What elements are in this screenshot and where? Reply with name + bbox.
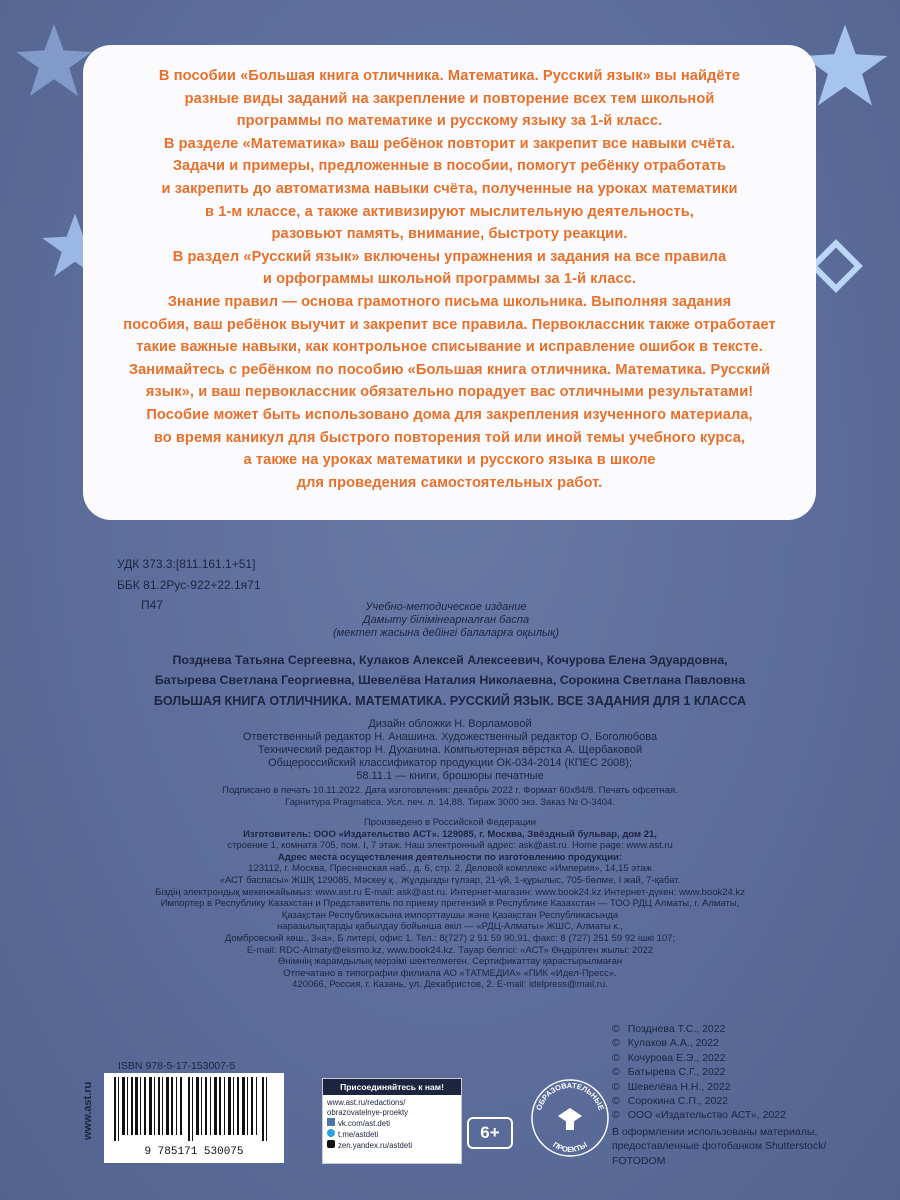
isbn: ISBN 978-5-17-153007-5 (118, 1060, 236, 1072)
publisher-line: наразылықтарды қабылдау бойынша өкіл — «РДЦ-Алматы» ЖШС, Алматы к., (277, 921, 623, 933)
copyright-text: Кочурова Е.Э., 2022 (627, 1051, 726, 1064)
copyright-row (612, 1051, 826, 1065)
publisher-line: Домбровский көш., 3«а», Б литері, офис 1. Тел.: 8(727) 2 51 59 90,91, факс: 8 (727) 251 59 92 ішкі 107; (224, 932, 676, 944)
publisher-info (0, 817, 900, 991)
copyright-row (612, 1108, 826, 1122)
description-paragraph: В раздел «Русский язык» включены упражнения и задания на все правила и орфограммы школьной программы за 1-й класс. (172, 248, 727, 288)
site-url-vertical: www.ast.ru (82, 1081, 94, 1140)
publisher-line: Қазақстан Республикасына импорттаушы және Қазақстан Республикасында (281, 909, 619, 921)
vk-icon (327, 1118, 335, 1126)
social-link-zen: zen.yandex.ru/astdeti (323, 1140, 461, 1151)
barcode-bars (104, 1073, 284, 1145)
publisher-line: Произведено в Российской Федерации (363, 817, 537, 828)
copyright-icon: © (612, 1051, 620, 1064)
copyright-row (612, 1094, 826, 1108)
copyright-icon: © (612, 1066, 620, 1079)
copyright-icon: © (612, 1095, 620, 1108)
authors-line: Позднева Татьяна Сергеевна, Кулаков Алексей Алексеевич, Кочурова Елена Эдуардовна, (172, 653, 728, 667)
publisher-line: Изготовитель: ООО «Издательство АСТ». 129085, г. Москва, Звёздный бульвар, дом 21, (243, 828, 657, 840)
copyright-icon: © (612, 1023, 620, 1035)
telegram-icon (327, 1129, 335, 1137)
print-info-line: Подписано в печать 10.11.2022. Дата изготовления: декабрь 2022 г. Формат 60х84/8. Печать офсетная. (222, 785, 678, 796)
edition-type-kz: Дамыту білімінеарналған баспа (362, 614, 530, 626)
copyright-text: Шевелёва Н.Н., 2022 (627, 1080, 731, 1093)
copyright-text: Батырева С.Г., 2022 (627, 1066, 726, 1079)
copyright-text: Позднева Т.С., 2022 (627, 1023, 726, 1035)
barcode (104, 1073, 284, 1163)
description-paragraph: В пособии «Большая книга отличника. Математика. Русский язык» вы найдёте разные виды заданий на закрепление и повторение всех тем школьной программы по математике и русскому языку за 1-й класс. (158, 68, 741, 130)
authors (0, 650, 900, 690)
age-rating-badge: 6+ (467, 1117, 513, 1149)
copyright-row (612, 1065, 826, 1079)
description-paragraph: Знание правил — основа грамотного письма школьника. Выполняя задания пособия, ваш ребёнок выучит и закрепит все правила. Первоклассник также отработает такие важные навыки, как контрольное списывание и исправление ошибок в тексте. (123, 293, 776, 356)
print-info-line: Гарнитура Pragmatica. Усл. печ. л. 14,88. Тираж 3000 экз. Заказ № О-3404. (284, 796, 616, 808)
description-card (83, 45, 816, 520)
copyright-icon: © (612, 1080, 620, 1093)
zen-icon (327, 1140, 335, 1148)
barcode-digits: 9 785171 530075 (144, 1146, 244, 1158)
publisher-line: «АСТ баспасы» ЖШҚ 129085, Мәскеу қ., Жұлдызды гүлзар, 21-үй, 1-құрылыс, 705-бөлме, I жай, 7-қабат. (219, 874, 681, 886)
publisher-line: Адрес места осуществления деятельности по изготовлению продукции: (277, 851, 623, 863)
copyright-icon: © (612, 1109, 620, 1122)
social-links-box (322, 1078, 462, 1164)
educational-projects-logo (528, 1076, 612, 1160)
copyright-text: Кулаков А.А., 2022 (627, 1037, 719, 1050)
publisher-line: строение 1, комната 705, пом. I, 7 этаж. Наш электронный адрес: ask@ast.ru. Home page: www.ast.ru (227, 840, 673, 852)
bbk-code: ББК 81.2Рус-922+22.1я71 (117, 578, 261, 592)
copyright-icon: © (612, 1037, 620, 1050)
book-title: БОЛЬШАЯ КНИГА ОТЛИЧНИКА. МАТЕМАТИКА. РУССКИЙ ЯЗЫК. ВСЕ ЗАДАНИЯ ДЛЯ 1 КЛАССА (153, 694, 747, 708)
credit-line: Дизайн обложки Н. Ворламовой (368, 718, 532, 730)
description-paragraph: Пособие может быть использовано дома для закрепления изученного материала, во время каникул для быстрого повторения той или иной темы учебного курса, а также на уроках математики и русского языка в школе для проведения самостоятельных работ. (146, 406, 753, 491)
svg-text:ПРОЕКТЫ: ПРОЕКТЫ (551, 1140, 589, 1155)
svg-text:ОБРАЗОВАТЕЛЬНЫЕ: ОБРАЗОВАТЕЛЬНЫЕ (534, 1080, 606, 1112)
social-link-telegram: t.me/astdeti (323, 1129, 461, 1140)
edition-type (0, 601, 896, 640)
credit-line: 58.11.1 — книги, брошюры печатные (356, 770, 544, 782)
authors-line: Батырева Светлана Георгиевна, Шевелёва Наталия Николаевна, Сорокина Светлана Павловна (154, 673, 746, 687)
publisher-line: Өнімнің жарамдылық мерзімі шектелмеген. Сертификаттау қарастырылмаған (277, 956, 623, 968)
copyright-text: Сорокина С.П., 2022 (627, 1095, 729, 1108)
copyright-list (612, 1022, 826, 1168)
credit-line: Ответственный редактор Н. Анашина. Художественный редактор О. Боголюбова (242, 731, 658, 743)
shutterstock-note: В оформлении использованы материалы, предоставленные фотобанком Shutterstock/ FOTODOM (612, 1125, 827, 1167)
publisher-line: Отпечатано в типографии филиала АО «ТАТМЕДИА» «ПИК «Идел-Пресс». (283, 967, 617, 979)
description-paragraph: В разделе «Математика» ваш ребёнок повторит и закрепит все навыки счёта. Задачи и примеры, предложенные в пособии, помогут ребёнку отработать и закрепить до автоматизма навыки счёта, полученные на уроках математики в 1-м классе, а также активизируют мыслительную деятельность, разовьют память, внимание, быстроту реакции. (161, 135, 738, 243)
social-link-vk: vk.com/ast.deti (323, 1118, 461, 1129)
credit-line: Общероссийский классификатор продукции ОК-034-2014 (КПЕС 2008); (267, 757, 633, 769)
author-sign: П47 (141, 598, 163, 612)
publisher-line: Біздің электрондық мекенжайымыз: www.ast.ru E-mail: ask@ast.ru. Интернет-магазин: www.book24.kz Интернет-дүкен: www.book24.kz (155, 886, 745, 898)
description-paragraph: Занимайтесь с ребёнком по пособию «Большая книга отличника. Математика. Русский язык», и ваш первоклассник обязательно порадует вас отличными результатами! (128, 361, 771, 401)
description-text (83, 65, 816, 494)
social-link[interactable]: www.ast.ru/redactions/ (327, 1098, 406, 1107)
social-link[interactable]: obrazovatelnye-proekty (327, 1108, 409, 1117)
edition-type-ru: Учебно-методическое издание (365, 601, 527, 613)
publisher-line: Импортер в Республику Казахстан и Представитель по приему претензий в Республике Казахстан — ТОО РДЦ Алматы, г. Алматы, (160, 898, 740, 910)
publisher-line: 420066, Россия, г. Казань, ул. Декабристов, 2. E-mail: idelpress@mail.ru. (292, 979, 608, 991)
social-header: Присоединяйтесь к нам! (323, 1079, 461, 1095)
copyright-text: ООО «Издательство АСТ», 2022 (627, 1109, 786, 1122)
copyright-row (612, 1036, 826, 1050)
publisher-line: E-mail: RDC-Almaty@eksmo.kz, www.book24.kz. Тауар белгісі: «АСТ» Өндірілген жылы: 2022 (246, 944, 654, 956)
copyright-row (612, 1022, 826, 1036)
copyright-row (612, 1080, 826, 1094)
print-info (0, 785, 900, 808)
credits (0, 718, 900, 783)
star-icon (14, 20, 94, 100)
diamond-icon (808, 238, 864, 294)
credit-line: Технический редактор Н. Духанина. Компьютерная вёрстка А. Щербаковой (257, 744, 643, 756)
publisher-line: 123112, г. Москва, Пресненская наб., д. 6, стр. 2, Деловой комплекс «Империя», 14,15 этаж (248, 863, 652, 875)
udk-code: УДК 373.3:[811.161.1+51] (117, 557, 256, 571)
edition-type-kz-note: (мектеп жасына дейінгі балаларға оқылық) (333, 627, 559, 639)
